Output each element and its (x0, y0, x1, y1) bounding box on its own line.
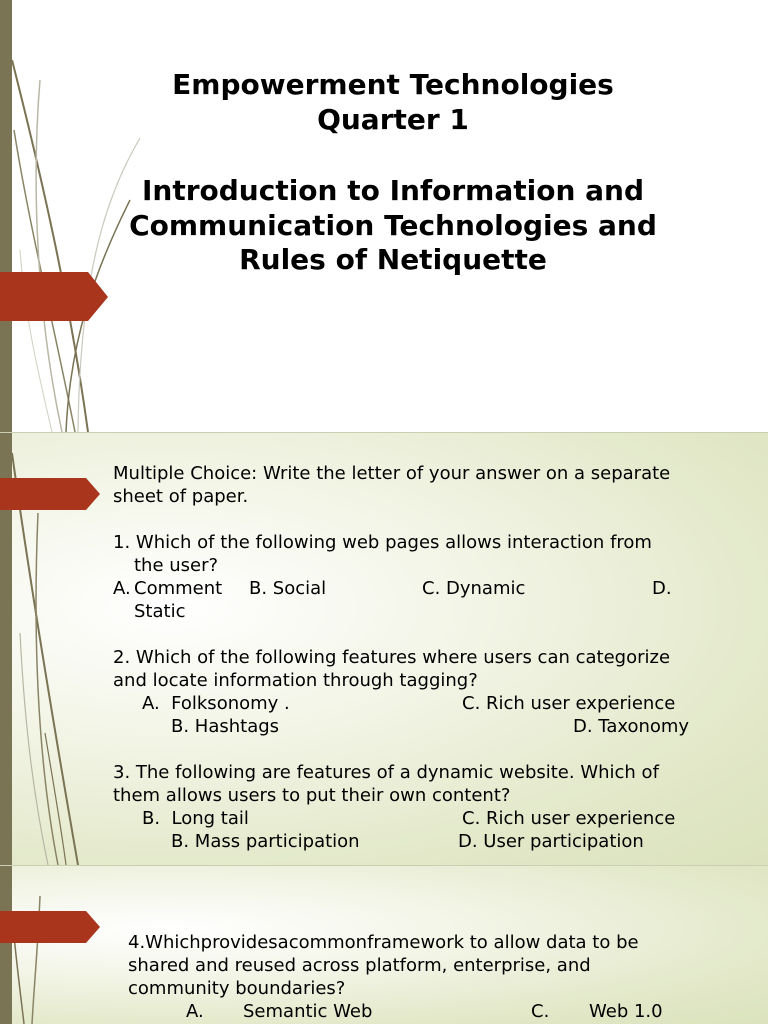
decorative-curves (0, 866, 120, 1024)
q1-choice-d-cont: Static (134, 601, 186, 622)
slide-subtitle (108, 174, 678, 278)
q3-choices-row-2 (113, 830, 723, 853)
q3-choice-b1: B. Long tail (142, 808, 249, 829)
q4-line-2: shared and reused across platform, enterprise, and (128, 955, 591, 976)
subtitle-line-1: Introduction to Information and (141, 174, 645, 207)
q4-line-3: community boundaries? (128, 978, 346, 999)
q3-line-2: them allows users to put their own content? (113, 785, 511, 806)
q4-choice-c: Web 1.0 (589, 1001, 663, 1022)
instructions-line-1: Multiple Choice: Write the letter of your answer on a separate (113, 463, 671, 484)
title-slide (0, 0, 768, 432)
slide-title (108, 68, 678, 137)
q1-choice-c: C. Dynamic (422, 578, 526, 599)
instructions-line-2: sheet of paper. (113, 486, 249, 507)
q2-line-2: and locate information through tagging? (113, 670, 478, 691)
q1-question: Which of the following web pages allows interaction from (135, 532, 652, 553)
subtitle-line-3: Rules of Netiquette (239, 243, 547, 276)
quiz-slide-2 (0, 866, 768, 1024)
accent-arrow-tab (0, 478, 102, 511)
q4-content (128, 931, 728, 1023)
q1-choice-a: Comment (134, 578, 223, 599)
q3-choice-d: D. User participation (458, 831, 644, 852)
q1-choice-a-letter: A. (113, 578, 131, 599)
q2-choice-a: A. Folksonomy . (142, 693, 290, 714)
q4-choice-a-letter: A. (186, 1001, 204, 1022)
q2-choice-d: D. Taxonomy (573, 716, 690, 737)
q1-choices (113, 577, 723, 600)
q3-choices-row-1 (113, 807, 723, 830)
q2-line-1: 2. Which of the following features where users can categorize (113, 647, 671, 668)
q1-line-1 (113, 531, 723, 554)
q2-choice-c: C. Rich user experience (462, 693, 676, 714)
q2-choice-b: B. Hashtags (171, 716, 280, 737)
accent-arrow-tab (0, 272, 110, 322)
title-line-1: Empowerment Technologies (172, 68, 614, 101)
quiz-slide-1 (0, 433, 768, 865)
subtitle-line-2: Communication Technologies and (129, 208, 657, 242)
q4-choices-row-1 (128, 1000, 728, 1023)
q3-choice-c: C. Rich user experience (462, 808, 676, 829)
q1-choice-b: B. Social (249, 578, 327, 599)
q2-choices-row-1 (113, 692, 723, 715)
q2-choices-row-2 (113, 715, 723, 738)
q1-choice-d: D. (652, 578, 672, 599)
quiz-content (113, 462, 723, 853)
q4-line-1: 4.Whichprovidesacommonframework to allow data to be (128, 932, 639, 953)
q4-choice-c-letter: C. (531, 1001, 550, 1022)
q1-line-2: the user? (134, 555, 219, 576)
q3-line-1: 3. The following are features of a dynamic website. Which of (113, 762, 659, 783)
q1-number: 1. (113, 532, 131, 553)
q4-choice-a: Semantic Web (243, 1001, 373, 1022)
q3-choice-b2: B. Mass participation (171, 831, 360, 852)
accent-arrow-tab (0, 911, 102, 944)
title-line-2: Quarter 1 (317, 102, 469, 136)
